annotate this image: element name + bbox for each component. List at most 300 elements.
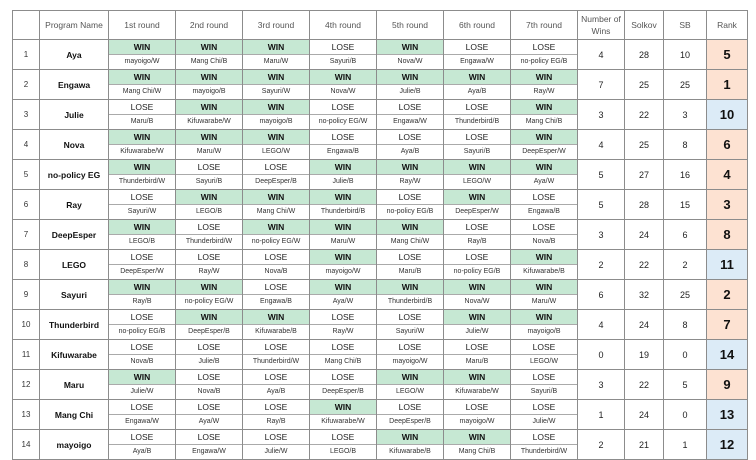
- round-opponent: Thunderbird/W: [252, 358, 300, 365]
- round-opponent: LEGO/B: [128, 238, 156, 245]
- round-opponent: DeepEsper/B: [322, 388, 364, 395]
- sb-score: 3: [664, 100, 707, 130]
- solkov-score: 22: [625, 250, 664, 280]
- round-result: WIN: [511, 70, 577, 85]
- round-6-cell: [444, 190, 511, 220]
- round-opponent: Mang Chi/B: [525, 118, 563, 125]
- program-name: Thunderbird: [40, 310, 109, 340]
- round-result: LOSE: [444, 250, 510, 265]
- round-result: LOSE: [176, 220, 242, 235]
- round-3-cell: [243, 160, 310, 190]
- round-opponent: mayoigo/W: [124, 58, 160, 65]
- solkov-score: 22: [625, 370, 664, 400]
- round-5-cell: [377, 400, 444, 430]
- round-result: WIN: [109, 160, 175, 175]
- round-7-cell: [511, 280, 578, 310]
- round-result: LOSE: [310, 340, 376, 355]
- round-result: WIN: [109, 130, 175, 145]
- round-opponent: Kifuwarabe/W: [321, 418, 365, 425]
- round-6-cell: [444, 310, 511, 340]
- round-opponent: Ray/W: [332, 328, 354, 335]
- rank-value: 4: [707, 160, 748, 190]
- round-result: WIN: [243, 40, 309, 55]
- round-1-cell: [109, 100, 176, 130]
- round-opponent: Maru/W: [196, 148, 222, 155]
- header-round-4: 4th round: [310, 11, 377, 40]
- number-of-wins: 6: [578, 280, 625, 310]
- round-opponent: no-policy EG/B: [386, 208, 434, 215]
- round-2-cell: [176, 160, 243, 190]
- round-2-cell: [176, 190, 243, 220]
- round-result: WIN: [243, 220, 309, 235]
- round-2-cell: [176, 250, 243, 280]
- round-5-cell: [377, 250, 444, 280]
- header-round-7: 7th round: [511, 11, 578, 40]
- program-name: Kifuwarabe: [40, 340, 109, 370]
- round-result: WIN: [109, 70, 175, 85]
- round-result: LOSE: [511, 340, 577, 355]
- round-5-cell: [377, 340, 444, 370]
- round-4-cell: [310, 370, 377, 400]
- round-5-cell: [377, 70, 444, 100]
- program-name: Engawa: [40, 70, 109, 100]
- number-of-wins: 0: [578, 340, 625, 370]
- round-2-cell: [176, 70, 243, 100]
- round-4-cell: [310, 310, 377, 340]
- program-name: LEGO: [40, 250, 109, 280]
- round-opponent: Thunderbird/B: [454, 118, 500, 125]
- round-opponent: Julie/B: [198, 358, 220, 365]
- round-result: WIN: [176, 70, 242, 85]
- row-index: 9: [13, 280, 40, 310]
- round-opponent: Sayuri/B: [463, 148, 491, 155]
- round-result: WIN: [310, 280, 376, 295]
- round-result: LOSE: [377, 340, 443, 355]
- sb-score: 1: [664, 430, 707, 460]
- round-opponent: Sayuri/W: [261, 88, 291, 95]
- round-opponent: Julie/W: [532, 418, 556, 425]
- round-result: LOSE: [109, 340, 175, 355]
- round-opponent: Thunderbird/W: [520, 448, 568, 455]
- round-3-cell: [243, 40, 310, 70]
- round-opponent: DeepEsper/W: [522, 148, 566, 155]
- round-opponent: Aya/W: [198, 418, 220, 425]
- round-7-cell: [511, 250, 578, 280]
- round-opponent: Thunderbird/B: [387, 298, 433, 305]
- sb-score: 2: [664, 250, 707, 280]
- sb-score: 0: [664, 400, 707, 430]
- round-2-cell: [176, 340, 243, 370]
- round-result: WIN: [176, 100, 242, 115]
- round-result: LOSE: [310, 310, 376, 325]
- round-opponent: Engawa/W: [192, 448, 226, 455]
- round-result: LOSE: [109, 400, 175, 415]
- round-1-cell: [109, 280, 176, 310]
- round-5-cell: [377, 130, 444, 160]
- round-4-cell: [310, 130, 377, 160]
- rank-value: 11: [707, 250, 748, 280]
- round-result: LOSE: [176, 370, 242, 385]
- round-opponent: Maru/W: [330, 238, 356, 245]
- round-result: LOSE: [444, 340, 510, 355]
- round-opponent: Julie/W: [264, 448, 288, 455]
- round-5-cell: [377, 40, 444, 70]
- round-result: LOSE: [176, 340, 242, 355]
- round-2-cell: [176, 220, 243, 250]
- round-result: WIN: [310, 190, 376, 205]
- round-3-cell: [243, 340, 310, 370]
- number-of-wins: 3: [578, 100, 625, 130]
- row-index: 2: [13, 70, 40, 100]
- solkov-score: 24: [625, 220, 664, 250]
- round-5-cell: [377, 100, 444, 130]
- round-4-cell: [310, 220, 377, 250]
- round-result: LOSE: [243, 370, 309, 385]
- round-opponent: Thunderbird/W: [118, 178, 166, 185]
- round-result: WIN: [310, 400, 376, 415]
- round-opponent: Ray/W: [399, 178, 421, 185]
- round-opponent: mayoigo/B: [259, 118, 293, 125]
- table-row: [13, 160, 748, 190]
- table-row: [13, 220, 748, 250]
- sb-score: 8: [664, 310, 707, 340]
- round-6-cell: [444, 250, 511, 280]
- round-opponent: Nova/W: [397, 58, 423, 65]
- round-1-cell: [109, 130, 176, 160]
- round-result: WIN: [377, 280, 443, 295]
- round-5-cell: [377, 280, 444, 310]
- round-opponent: no-policy EG/W: [318, 118, 368, 125]
- round-result: WIN: [377, 370, 443, 385]
- round-5-cell: [377, 220, 444, 250]
- round-1-cell: [109, 190, 176, 220]
- round-opponent: Nova/W: [464, 298, 490, 305]
- round-opponent: Sayuri/W: [127, 208, 157, 215]
- round-result: WIN: [109, 220, 175, 235]
- round-result: WIN: [444, 280, 510, 295]
- round-7-cell: [511, 160, 578, 190]
- round-7-cell: [511, 430, 578, 460]
- round-result: WIN: [511, 100, 577, 115]
- round-result: WIN: [444, 70, 510, 85]
- round-result: LOSE: [511, 40, 577, 55]
- round-opponent: Thunderbird/B: [320, 208, 366, 215]
- header-round-3: 3rd round: [243, 11, 310, 40]
- round-opponent: Kifuwarabe/W: [455, 388, 499, 395]
- round-opponent: Maru/B: [130, 118, 154, 125]
- round-opponent: Sayuri/B: [530, 388, 558, 395]
- row-index: 8: [13, 250, 40, 280]
- solkov-score: 21: [625, 430, 664, 460]
- round-5-cell: [377, 190, 444, 220]
- round-opponent: no-policy EG/B: [520, 58, 568, 65]
- round-5-cell: [377, 160, 444, 190]
- table-row: [13, 280, 748, 310]
- round-result: WIN: [377, 430, 443, 445]
- header-program-name: Program Name: [40, 11, 109, 40]
- solkov-score: 24: [625, 400, 664, 430]
- round-opponent: Kifuwarabe/B: [523, 268, 565, 275]
- round-result: WIN: [176, 190, 242, 205]
- round-3-cell: [243, 310, 310, 340]
- solkov-score: 28: [625, 190, 664, 220]
- round-4-cell: [310, 430, 377, 460]
- round-opponent: no-policy EG/W: [251, 238, 301, 245]
- round-1-cell: [109, 430, 176, 460]
- row-index: 3: [13, 100, 40, 130]
- round-result: LOSE: [310, 370, 376, 385]
- round-opponent: Maru/B: [398, 268, 422, 275]
- round-opponent: Aya/B: [132, 448, 152, 455]
- round-4-cell: [310, 400, 377, 430]
- round-4-cell: [310, 340, 377, 370]
- program-name: no-policy EG: [40, 160, 109, 190]
- round-opponent: Maru/B: [465, 358, 489, 365]
- round-result: WIN: [377, 220, 443, 235]
- round-3-cell: [243, 400, 310, 430]
- round-opponent: Julie/B: [399, 88, 421, 95]
- round-2-cell: [176, 400, 243, 430]
- row-index: 7: [13, 220, 40, 250]
- round-opponent: Maru/W: [531, 298, 557, 305]
- round-result: LOSE: [511, 430, 577, 445]
- rank-value: 9: [707, 370, 748, 400]
- rank-value: 1: [707, 70, 748, 100]
- sb-score: 5: [664, 370, 707, 400]
- round-result: WIN: [377, 70, 443, 85]
- round-result: WIN: [243, 100, 309, 115]
- round-opponent: Nova/B: [264, 268, 288, 275]
- round-result: WIN: [511, 280, 577, 295]
- round-3-cell: [243, 250, 310, 280]
- program-name: Aya: [40, 40, 109, 70]
- program-name: Sayuri: [40, 280, 109, 310]
- rank-value: 8: [707, 220, 748, 250]
- round-result: LOSE: [176, 250, 242, 265]
- round-opponent: mayoigo/B: [192, 88, 226, 95]
- solkov-score: 27: [625, 160, 664, 190]
- round-result: LOSE: [109, 190, 175, 205]
- round-result: WIN: [176, 310, 242, 325]
- round-2-cell: [176, 430, 243, 460]
- round-7-cell: [511, 40, 578, 70]
- rank-value: 2: [707, 280, 748, 310]
- round-opponent: mayoigo/W: [325, 268, 361, 275]
- round-result: LOSE: [109, 250, 175, 265]
- sb-score: 10: [664, 40, 707, 70]
- round-result: LOSE: [243, 160, 309, 175]
- round-4-cell: [310, 250, 377, 280]
- round-3-cell: [243, 280, 310, 310]
- round-opponent: Julie/B: [332, 178, 354, 185]
- row-index: 4: [13, 130, 40, 160]
- table-row: [13, 40, 748, 70]
- program-name: Ray: [40, 190, 109, 220]
- round-1-cell: [109, 340, 176, 370]
- round-opponent: Julie/W: [465, 328, 489, 335]
- round-opponent: Mang Chi/W: [390, 238, 430, 245]
- round-opponent: Ray/B: [266, 418, 286, 425]
- round-result: LOSE: [243, 250, 309, 265]
- table-row: [13, 430, 748, 460]
- round-2-cell: [176, 280, 243, 310]
- round-result: LOSE: [511, 370, 577, 385]
- round-result: LOSE: [310, 40, 376, 55]
- number-of-wins: 2: [578, 250, 625, 280]
- round-opponent: LEGO/B: [329, 448, 357, 455]
- round-opponent: Nova/W: [330, 88, 356, 95]
- round-opponent: Ray/B: [467, 238, 487, 245]
- round-result: LOSE: [109, 430, 175, 445]
- round-opponent: Ray/W: [533, 88, 555, 95]
- solkov-score: 22: [625, 100, 664, 130]
- round-result: WIN: [511, 160, 577, 175]
- number-of-wins: 1: [578, 400, 625, 430]
- round-result: LOSE: [243, 340, 309, 355]
- round-2-cell: [176, 310, 243, 340]
- round-result: LOSE: [109, 100, 175, 115]
- solkov-score: 25: [625, 130, 664, 160]
- round-opponent: LEGO/B: [195, 208, 223, 215]
- number-of-wins: 4: [578, 130, 625, 160]
- round-opponent: Aya/B: [266, 388, 286, 395]
- rank-value: 14: [707, 340, 748, 370]
- round-result: LOSE: [243, 430, 309, 445]
- round-2-cell: [176, 370, 243, 400]
- row-index: 10: [13, 310, 40, 340]
- sb-score: 8: [664, 130, 707, 160]
- row-index: 12: [13, 370, 40, 400]
- round-6-cell: [444, 220, 511, 250]
- rank-value: 6: [707, 130, 748, 160]
- round-result: LOSE: [377, 310, 443, 325]
- round-2-cell: [176, 40, 243, 70]
- round-6-cell: [444, 130, 511, 160]
- round-opponent: Thunderbird/W: [185, 238, 233, 245]
- solkov-score: 19: [625, 340, 664, 370]
- row-index: 1: [13, 40, 40, 70]
- round-result: LOSE: [176, 160, 242, 175]
- round-result: WIN: [511, 310, 577, 325]
- round-result: WIN: [310, 70, 376, 85]
- round-result: WIN: [444, 310, 510, 325]
- sb-score: 16: [664, 160, 707, 190]
- round-1-cell: [109, 370, 176, 400]
- round-1-cell: [109, 220, 176, 250]
- round-3-cell: [243, 100, 310, 130]
- round-3-cell: [243, 220, 310, 250]
- number-of-wins: 3: [578, 370, 625, 400]
- round-opponent: mayoigo/W: [392, 358, 428, 365]
- round-opponent: DeepEsper/W: [120, 268, 164, 275]
- round-result: WIN: [176, 280, 242, 295]
- round-result: WIN: [109, 370, 175, 385]
- program-name: Julie: [40, 100, 109, 130]
- round-opponent: Maru/W: [263, 58, 289, 65]
- round-opponent: mayoigo/W: [459, 418, 495, 425]
- round-7-cell: [511, 220, 578, 250]
- number-of-wins: 2: [578, 430, 625, 460]
- solkov-score: 24: [625, 310, 664, 340]
- round-result: WIN: [243, 310, 309, 325]
- round-result: LOSE: [109, 310, 175, 325]
- round-opponent: Nova/B: [197, 388, 221, 395]
- round-7-cell: [511, 310, 578, 340]
- round-opponent: Engawa/B: [528, 208, 560, 215]
- round-opponent: LEGO/W: [462, 178, 491, 185]
- header-solkov: Solkov: [625, 11, 664, 40]
- round-7-cell: [511, 370, 578, 400]
- round-opponent: Kifuwarabe/B: [255, 328, 297, 335]
- round-7-cell: [511, 400, 578, 430]
- round-opponent: LEGO/W: [261, 148, 290, 155]
- header-sb: SB: [664, 11, 707, 40]
- round-opponent: Aya/W: [533, 178, 555, 185]
- round-opponent: Kifuwarabe/B: [389, 448, 431, 455]
- row-index: 5: [13, 160, 40, 190]
- round-7-cell: [511, 70, 578, 100]
- round-result: WIN: [444, 190, 510, 205]
- round-opponent: Mang Chi/W: [122, 88, 162, 95]
- round-1-cell: [109, 250, 176, 280]
- header-index: [13, 11, 40, 40]
- rank-value: 10: [707, 100, 748, 130]
- round-result: WIN: [511, 250, 577, 265]
- round-opponent: Mang Chi/B: [458, 448, 496, 455]
- round-result: WIN: [176, 130, 242, 145]
- round-opponent: Engawa/W: [460, 58, 494, 65]
- solkov-score: 28: [625, 40, 664, 70]
- row-index: 13: [13, 400, 40, 430]
- round-opponent: no-policy EG/W: [184, 298, 234, 305]
- round-opponent: Nova/B: [130, 358, 154, 365]
- round-4-cell: [310, 70, 377, 100]
- row-index: 6: [13, 190, 40, 220]
- round-opponent: Aya/W: [332, 298, 354, 305]
- round-opponent: DeepEsper/B: [389, 418, 431, 425]
- round-result: WIN: [444, 160, 510, 175]
- sb-score: 25: [664, 70, 707, 100]
- round-5-cell: [377, 310, 444, 340]
- round-1-cell: [109, 70, 176, 100]
- round-result: WIN: [444, 370, 510, 385]
- round-opponent: Nova/B: [532, 238, 556, 245]
- round-opponent: Mang Chi/B: [190, 58, 228, 65]
- round-1-cell: [109, 400, 176, 430]
- round-6-cell: [444, 70, 511, 100]
- round-result: LOSE: [243, 400, 309, 415]
- round-result: LOSE: [243, 280, 309, 295]
- round-result: LOSE: [444, 100, 510, 115]
- number-of-wins: 7: [578, 70, 625, 100]
- round-result: WIN: [243, 70, 309, 85]
- table-row: [13, 250, 748, 280]
- header-round-5: 5th round: [377, 11, 444, 40]
- round-result: LOSE: [176, 400, 242, 415]
- round-opponent: Aya/B: [400, 148, 420, 155]
- solkov-score: 32: [625, 280, 664, 310]
- round-opponent: Mang Chi/W: [256, 208, 296, 215]
- header-round-6: 6th round: [444, 11, 511, 40]
- round-result: LOSE: [377, 100, 443, 115]
- round-result: WIN: [243, 190, 309, 205]
- round-result: LOSE: [511, 400, 577, 415]
- round-opponent: Julie/W: [130, 388, 154, 395]
- round-result: LOSE: [377, 190, 443, 205]
- round-6-cell: [444, 100, 511, 130]
- round-3-cell: [243, 130, 310, 160]
- header-round-2: 2nd round: [176, 11, 243, 40]
